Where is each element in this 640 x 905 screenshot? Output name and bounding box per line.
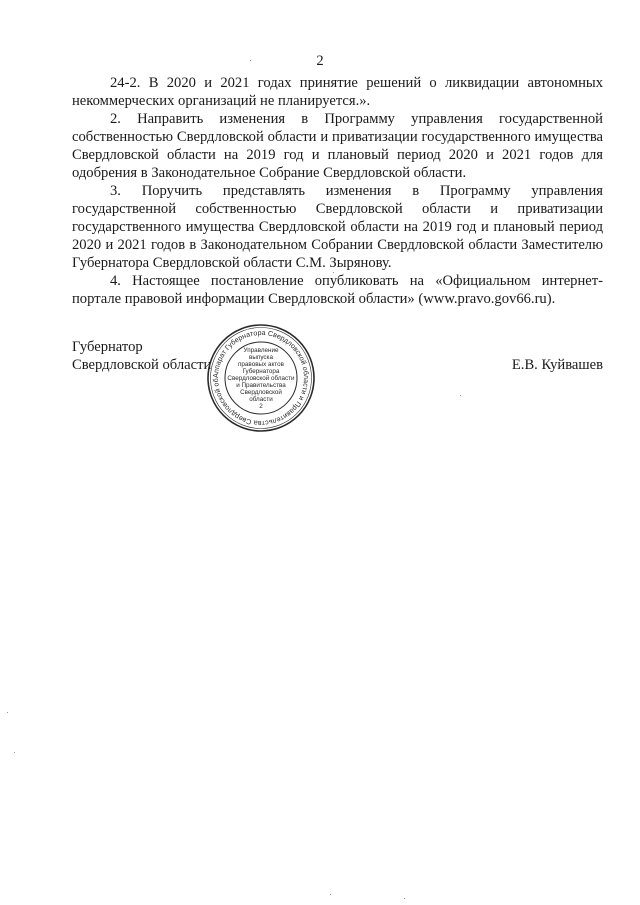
paragraph-2: 2. Направить изменения в Программу управления государственной собственностью Свердловской области и приватизации государственного имущества Свердловской области на 2019 год и плановый период 2020 и 2021 годов для одобрения в Законодательное Собрание Свердловской области. <box>72 111 603 181</box>
scan-speck <box>250 60 251 61</box>
signatory-title-line2: Свердловской области <box>72 357 212 373</box>
stamp-line-8: области <box>249 396 273 403</box>
signatory-name: Е.В. Куйвашев <box>511 357 603 373</box>
stamp-line-5: Свердловской области <box>227 375 295 382</box>
stamp-line-3: правовых актов <box>238 361 284 368</box>
stamp-line-7: Свердловской <box>240 389 282 396</box>
paragraph-4: 4. Настоящее постановление опубликовать на «Официальном интернет-портале правовой информации Свердловской области» (www.pravo.gov66.ru). <box>72 273 603 307</box>
paragraph-24-2: 24-2. В 2020 и 2021 годах принятие решений о ликвидации автономных некоммерческих организаций не планируется.». <box>72 75 603 109</box>
stamp-line-4: Губернатора <box>242 368 280 375</box>
stamp-line-2: выпуска <box>249 354 273 361</box>
scan-speck <box>333 272 334 273</box>
scan-speck <box>460 395 461 396</box>
scan-speck <box>330 894 331 895</box>
stamp-ring-text: Аппарат Губернатора Свердловской области и Правительства Свердловской об <box>211 328 311 428</box>
stamp-line-1: Управление <box>243 347 279 354</box>
paragraph-3: 3. Поручить представлять изменения в Программу управления государственной собственностью Свердловской области и приватизации государственного имущества Свердловской области на 2019 год и плановый период 2020 и 2021 годов в Законодательном Собрании Свердловской области Заместителю Губернатора Свердловской области С.М. Зырянову. <box>72 183 603 271</box>
scan-speck <box>404 898 405 899</box>
scan-speck <box>14 752 15 753</box>
signatory-title-line1: Губернатор <box>72 339 143 355</box>
signatory-title <box>72 338 211 374</box>
signature-block <box>72 328 603 428</box>
stamp-line-9: 2 <box>259 403 263 410</box>
official-seal-stamp <box>205 322 317 434</box>
document-body <box>72 74 603 308</box>
scan-speck <box>7 712 8 713</box>
page-number: 2 <box>316 53 324 69</box>
stamp-line-6: и Правительства <box>236 382 286 389</box>
